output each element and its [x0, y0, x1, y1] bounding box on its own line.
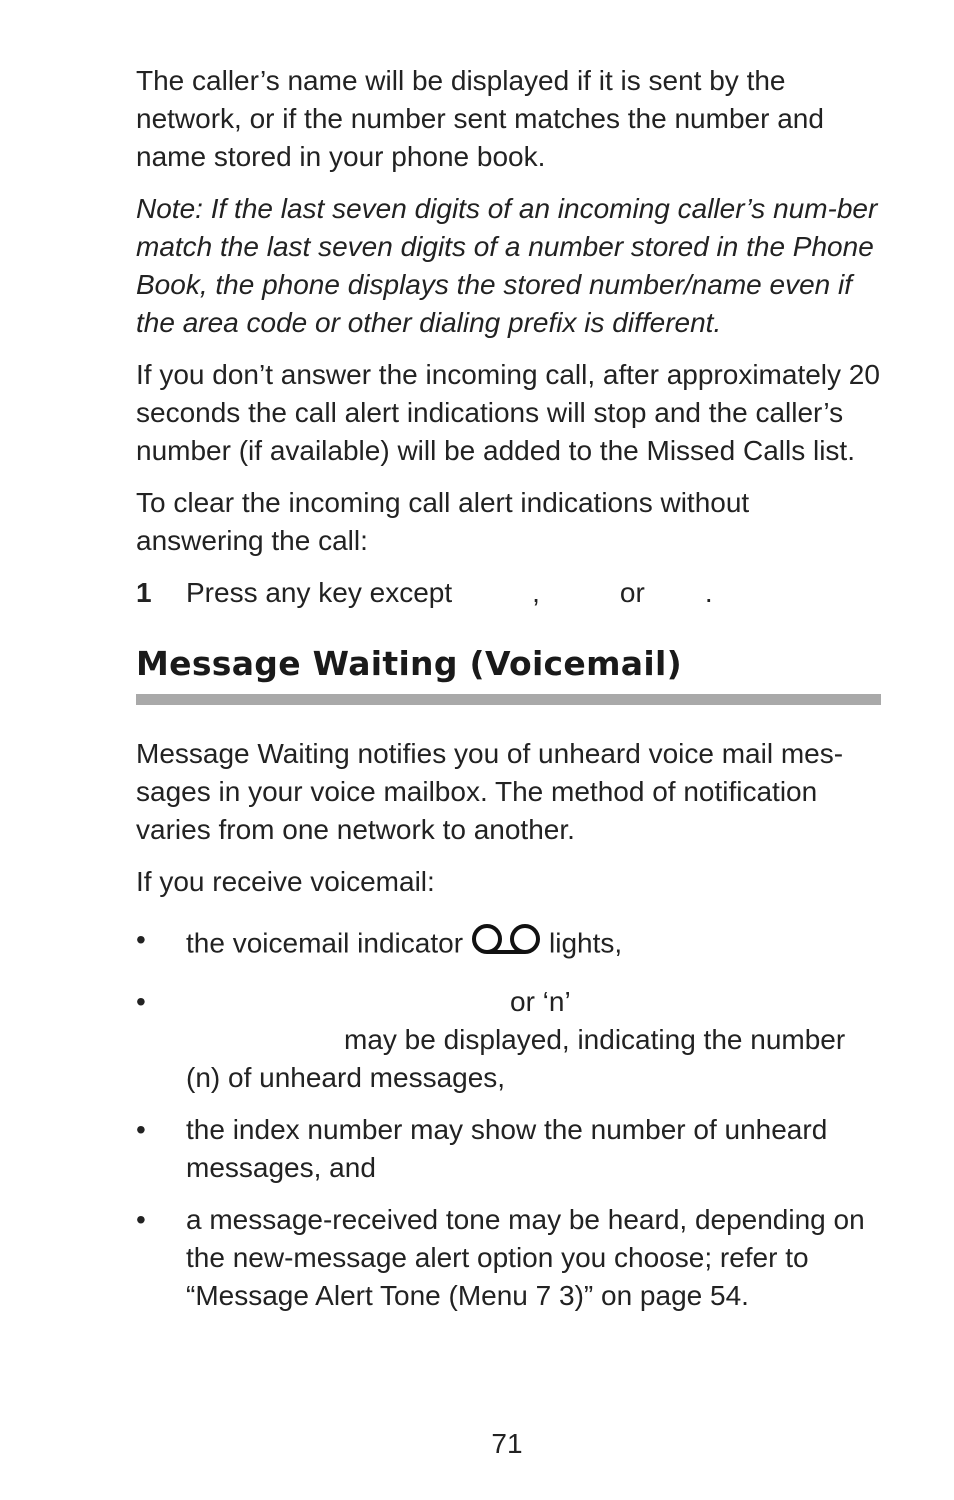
step-period: . — [704, 577, 713, 608]
note-paragraph: Note: If the last seven digits of an incoming caller’s num-ber match the last seven digits of a number stored in the Phone Book, the phone displays the stored number/name even if the area code or other dialing prefix is different. — [136, 193, 878, 338]
list-item — [136, 921, 881, 969]
bullet-text: lights, — [549, 927, 623, 959]
step-number: 1 — [136, 577, 152, 608]
step-or: or — [619, 577, 645, 608]
step-1 — [136, 574, 881, 612]
bullet: • — [136, 924, 146, 955]
section-title: Message Waiting (Voicemail) — [136, 644, 682, 683]
step-text-main: Press any key except — [186, 577, 453, 608]
missed-calls-paragraph: If you don’t answer the incoming call, after approximately 20 seconds the call alert indications will stop and the caller’s number (if available) will be added to the Missed Calls list. — [136, 359, 880, 466]
list-item — [136, 1201, 881, 1315]
bullet-text: the voicemail indicator — [186, 927, 464, 959]
voicemail-bullets — [136, 921, 881, 1315]
page-content — [136, 62, 881, 1329]
bullet: • — [136, 1114, 146, 1145]
receive-voicemail-paragraph: If you receive voicemail: — [136, 866, 435, 897]
section-divider — [136, 694, 881, 705]
bullet-text: the index number may show the number of unheard messages, and — [186, 1114, 828, 1183]
step-text — [186, 574, 713, 612]
bullet-text: or ‘n’ — [510, 986, 571, 1017]
intro-paragraph: The caller’s name will be displayed if it is sent by the network, or if the number sent matches the number and name stored in your phone book. — [136, 65, 824, 172]
page-number: 71 — [491, 1428, 523, 1459]
list-item — [136, 1111, 881, 1187]
clear-alert-paragraph: To clear the incoming call alert indications without answering the call: — [136, 487, 750, 556]
list-item — [136, 983, 881, 1097]
bullet-text: a message-received tone may be heard, depending on the new-message alert option you choose; refer to “Message Alert Tone (Menu 7 3)” on page 54. — [186, 1204, 865, 1311]
bullet: • — [136, 986, 146, 1017]
voicemail-icon — [469, 921, 543, 969]
message-waiting-paragraph: Message Waiting notifies you of unheard voice mail mes-sages in your voice mailbox. The method of notification varies from one network to another. — [136, 738, 844, 845]
bullet-text: may be displayed, indicating the number (n) of unheard messages, — [186, 1024, 846, 1093]
step-comma: , — [532, 577, 540, 608]
bullet: • — [136, 1204, 146, 1235]
